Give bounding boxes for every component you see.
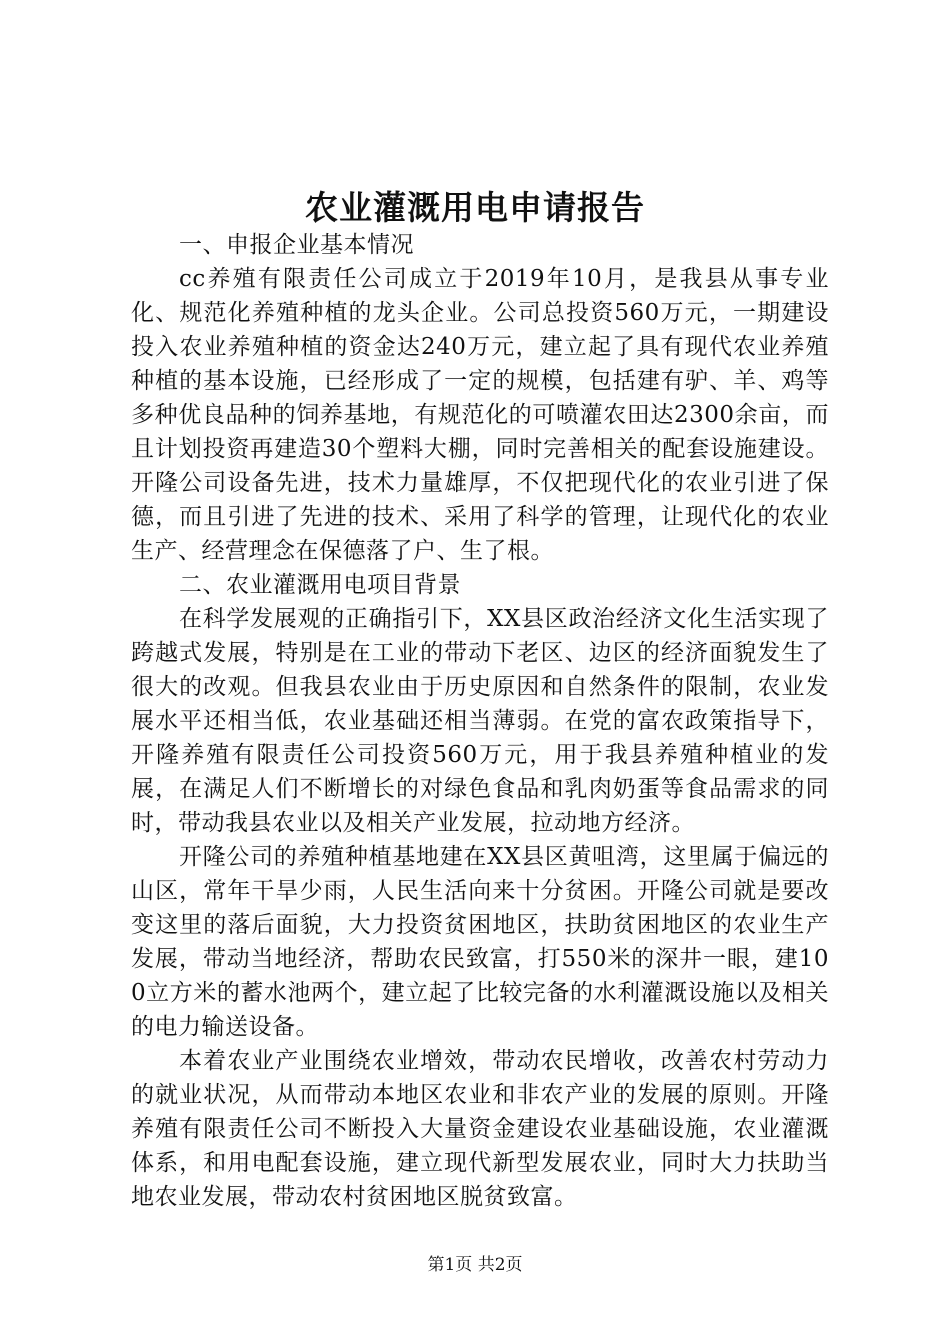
page-number-footer: 第1页 共2页	[427, 1255, 523, 1275]
paragraph-principle: 本着农业产业围绕农业增效，带动农民增收，改善农村劳动力的就业状况，从而带动本地区农业和非农产业的发展的原则。开隆养殖有限责任公司不断投入大量资金建设农业基础设施，农业灌溉体系，和用电配套设施，建立现代新型发展农业，同时大力扶助当地农业发展，带动农村贫困地区脱贫致富。	[131, 1048, 829, 1210]
paragraph-base-location: 开隆公司的养殖种植基地建在XX县区黄咀湾，这里属于偏远的山区，常年干旱少雨，人民生活向来十分贫困。开隆公司就是要改变这里的落后面貌，大力投资贫困地区，扶助贫困地区的农业生产发展，带动当地经济，帮助农民致富，打550米的深井一眼，建100立方米的蓄水池两个，建立起了比较完备的水利灌溉设施以及相关的电力输送设备。	[131, 844, 829, 1040]
paragraph-company-overview: cc养殖有限责任公司成立于2019年10月，是我县从事专业化、规范化养殖种植的龙头企业。公司总投资560万元，一期建设投入农业养殖种植的资金达240万元，建立起了具有现代农业养殖种植的基本设施，已经形成了一定的规模，包括建有驴、羊、鸡等多种优良品种的饲养基地，有规范化的可喷灌农田达2300余亩，而且计划投资再建造30个塑料大棚，同时完善相关的配套设施建设。开隆公司设备先进，技术力量雄厚，不仅把现代化的农业引进了保德，而且引进了先进的技术、采用了科学的管理，让现代化的农业生产、经营理念在保德落了户、生了根。	[131, 266, 829, 564]
paragraph-background: 在科学发展观的正确指引下，XX县区政治经济文化生活实现了跨越式发展，特别是在工业的带动下老区、边区的经济面貌发生了很大的改观。但我县农业由于历史原因和自然条件的限制，农业发展水平还相当低，农业基础还相当薄弱。在党的富农政策指导下，开隆养殖有限责任公司投资560万元，用于我县养殖种植业的发展，在满足人们不断增长的对绿色食品和乳肉奶蛋等食品需求的同时，带动我县农业以及相关产业发展，拉动地方经济。	[131, 606, 829, 836]
section-heading-1: 一、申报企业基本情况	[179, 232, 414, 258]
section-heading-2: 二、农业灌溉用电项目背景	[179, 572, 461, 598]
document-title: 农业灌溉用电申请报告	[305, 188, 645, 227]
document-body	[131, 228, 829, 1214]
